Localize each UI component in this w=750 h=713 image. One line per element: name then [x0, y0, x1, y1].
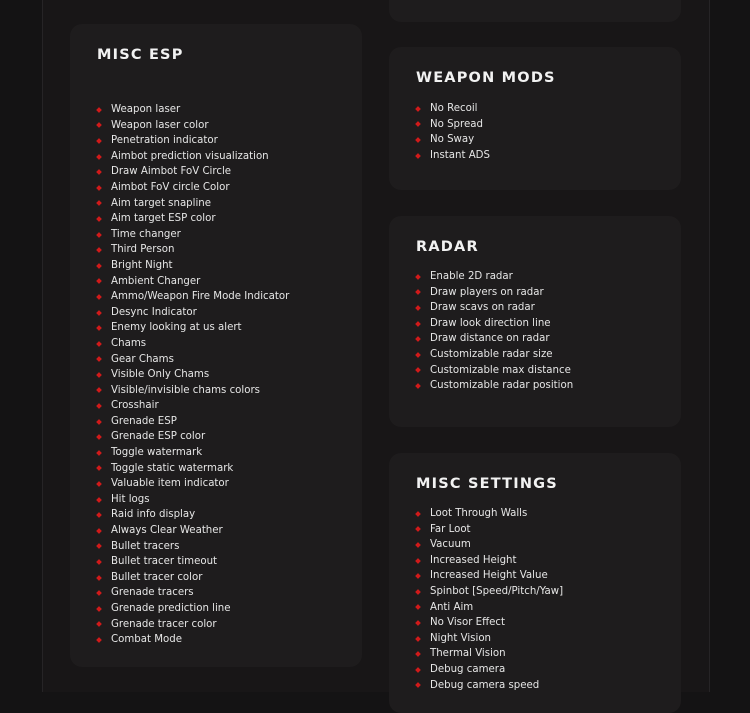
- feature-item: Desync Indicator: [97, 305, 289, 321]
- feature-item: Gear Chams: [97, 352, 289, 368]
- feature-item: Ambient Changer: [97, 274, 289, 290]
- feature-item: Grenade tracer color: [97, 617, 289, 633]
- feature-item: No Spread: [416, 117, 490, 133]
- feature-item: Increased Height: [416, 553, 563, 569]
- feature-item: Aim target snapline: [97, 196, 289, 212]
- feature-item: Thermal Vision: [416, 646, 563, 662]
- feature-item: Bullet tracers: [97, 539, 289, 555]
- feature-item: Customizable radar position: [416, 378, 573, 394]
- feature-item: Anti Aim: [416, 600, 563, 616]
- feature-item: Vacuum: [416, 537, 563, 553]
- feature-item: Visible Only Chams: [97, 367, 289, 383]
- feature-item: Far Loot: [416, 522, 563, 538]
- feature-item: Hit logs: [97, 492, 289, 508]
- feature-item: Grenade ESP: [97, 414, 289, 430]
- feature-item: Instant ADS: [416, 148, 490, 164]
- weapon-mods-title: WEAPON MODS: [416, 70, 556, 86]
- feature-item: Draw distance on radar: [416, 331, 573, 347]
- feature-item: Always Clear Weather: [97, 523, 289, 539]
- misc-esp-card: [70, 24, 362, 667]
- feature-item: Debug camera: [416, 662, 563, 678]
- feature-item: Visible/invisible chams colors: [97, 383, 289, 399]
- feature-item: Chams: [97, 336, 289, 352]
- feature-item: Aimbot FoV circle Color: [97, 180, 289, 196]
- feature-item: Raid info display: [97, 507, 289, 523]
- misc-esp-list: [97, 102, 289, 648]
- feature-item: Third Person: [97, 242, 289, 258]
- radar-list: [416, 269, 573, 394]
- feature-item: Increased Height Value: [416, 568, 563, 584]
- feature-item: Night Vision: [416, 631, 563, 647]
- feature-item: Customizable max distance: [416, 363, 573, 379]
- feature-item: No Visor Effect: [416, 615, 563, 631]
- feature-item: Crosshair: [97, 398, 289, 414]
- feature-item: Aim target ESP color: [97, 211, 289, 227]
- feature-item: Bullet tracer color: [97, 570, 289, 586]
- feature-item: Enable 2D radar: [416, 269, 573, 285]
- feature-item: Time changer: [97, 227, 289, 243]
- misc-settings-card: [389, 453, 681, 713]
- previous-feature-card: [389, 0, 681, 22]
- feature-item: Aimbot prediction visualization: [97, 149, 289, 165]
- feature-item: Ammo/Weapon Fire Mode Indicator: [97, 289, 289, 305]
- feature-item: Grenade tracers: [97, 585, 289, 601]
- feature-item: Bullet tracer timeout: [97, 554, 289, 570]
- feature-item: Spinbot [Speed/Pitch/Yaw]: [416, 584, 563, 600]
- weapon-mods-list: [416, 101, 490, 163]
- feature-item: Weapon laser: [97, 102, 289, 118]
- feature-item: Draw look direction line: [416, 316, 573, 332]
- misc-settings-list: [416, 506, 563, 693]
- feature-item: Valuable item indicator: [97, 476, 289, 492]
- radar-card: [389, 216, 681, 427]
- feature-item: Draw Aimbot FoV Circle: [97, 164, 289, 180]
- feature-item: Penetration indicator: [97, 133, 289, 149]
- feature-item: Debug camera speed: [416, 678, 563, 694]
- feature-item: Loot Through Walls: [416, 506, 563, 522]
- feature-item: Toggle static watermark: [97, 461, 289, 477]
- feature-item: No Recoil: [416, 101, 490, 117]
- feature-item: Toggle watermark: [97, 445, 289, 461]
- weapon-mods-card: [389, 47, 681, 190]
- feature-item: Draw scavs on radar: [416, 300, 573, 316]
- feature-item: Enemy looking at us alert: [97, 320, 289, 336]
- feature-item: Customizable radar size: [416, 347, 573, 363]
- radar-title: RADAR: [416, 239, 479, 255]
- feature-item: No Sway: [416, 132, 490, 148]
- feature-item: Draw players on radar: [416, 285, 573, 301]
- feature-item: Weapon laser color: [97, 118, 289, 134]
- feature-item: Bright Night: [97, 258, 289, 274]
- feature-item: Grenade ESP color: [97, 429, 289, 445]
- feature-item: Grenade prediction line: [97, 601, 289, 617]
- feature-item: Combat Mode: [97, 632, 289, 648]
- misc-esp-title: MISC ESP: [97, 47, 184, 63]
- misc-settings-title: MISC SETTINGS: [416, 476, 558, 492]
